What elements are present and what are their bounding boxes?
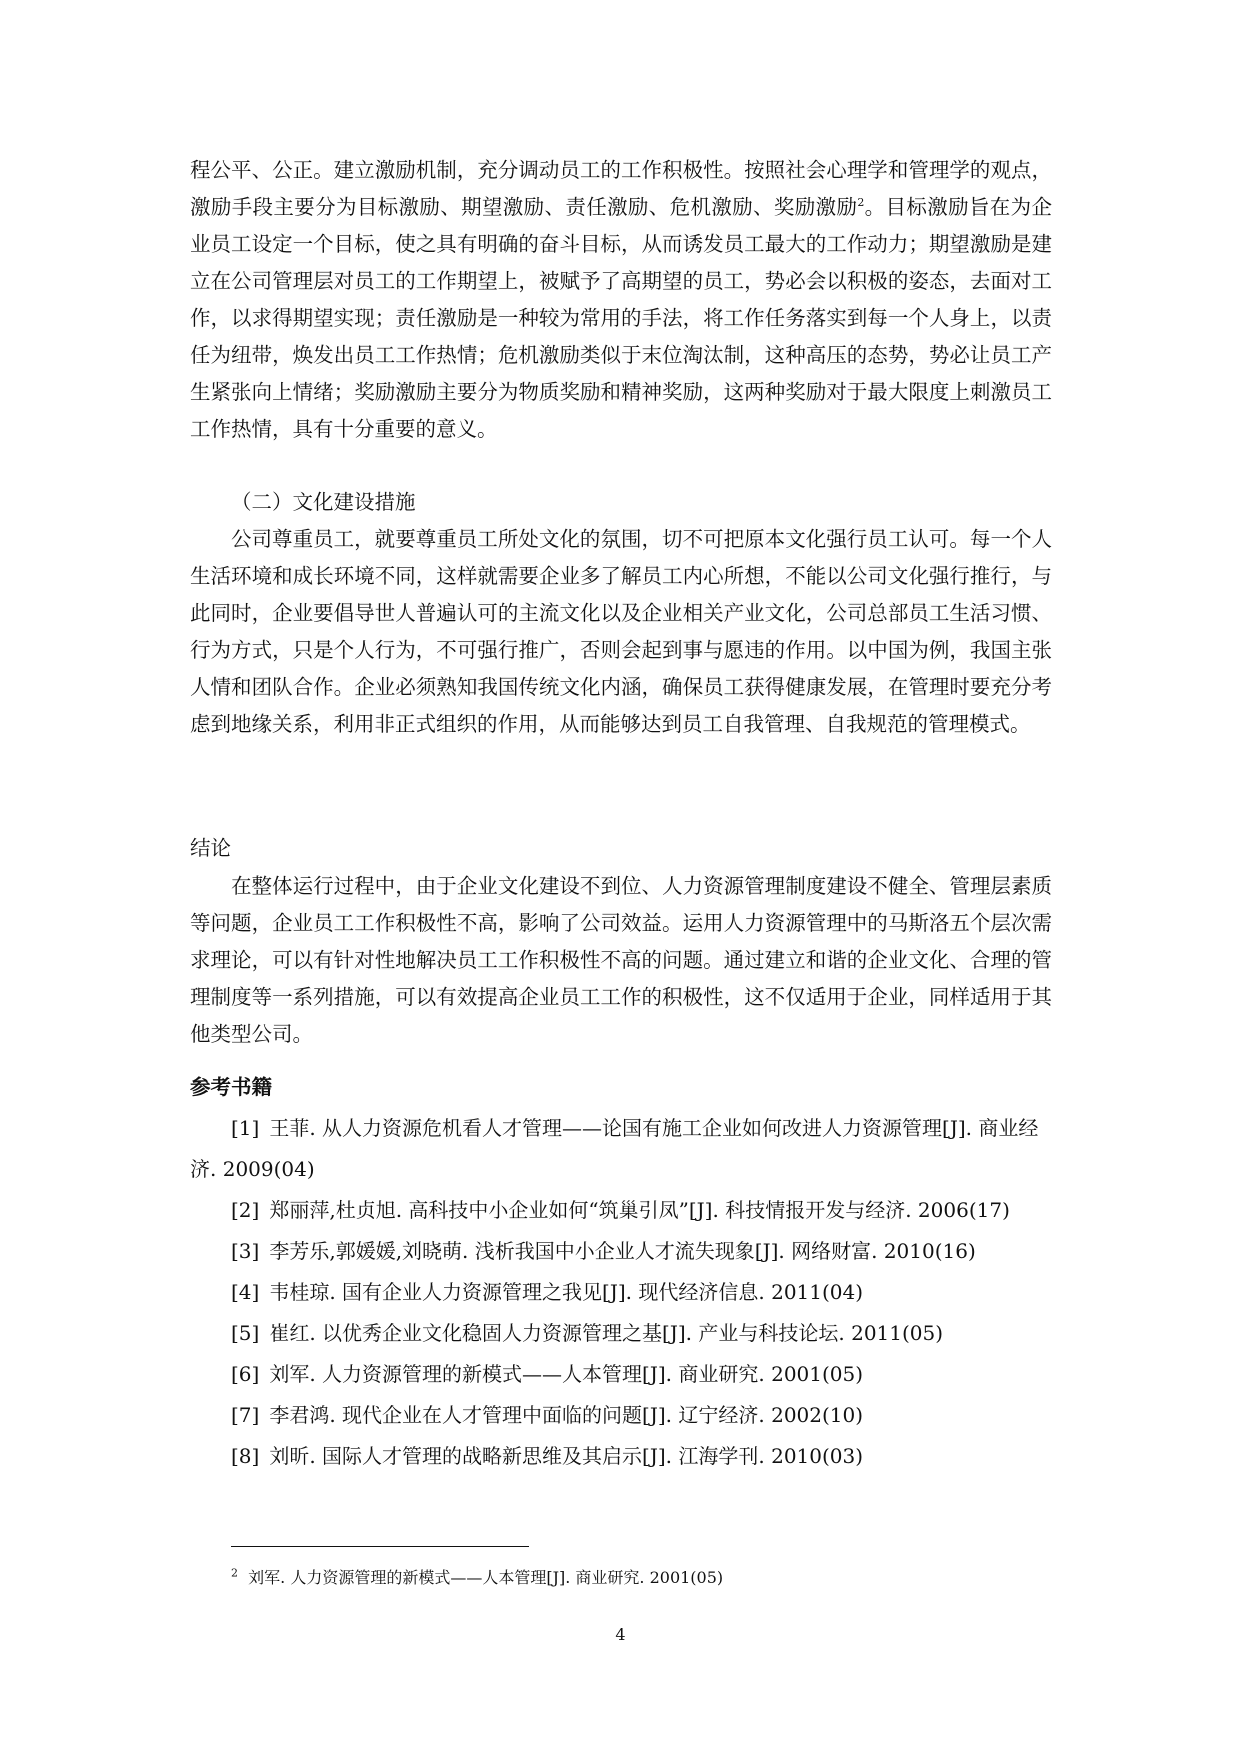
conclusion-paragraph bbox=[190, 868, 1052, 1053]
reference-item bbox=[190, 1436, 1052, 1477]
reference-item bbox=[190, 1231, 1052, 1272]
reference-number: [7] bbox=[231, 1403, 260, 1427]
footnote-reference[interactable]: 2 bbox=[857, 196, 865, 210]
reference-number: [4] bbox=[231, 1280, 260, 1304]
reference-number: [6] bbox=[231, 1362, 260, 1386]
reference-number: [3] bbox=[231, 1239, 260, 1263]
reference-text: 郑丽萍,杜贞旭. 高科技中小企业如何“筑巢引凤”[J]. 科技情报开发与经济. 2006(17) bbox=[269, 1198, 1010, 1222]
paragraph-text: 程公平、公正。建立激励机制，充分调动员工的工作积极性。按照社会心理学和管理学的观点，激励手段主要分为目标激励、期望激励、责任激励、危机激励、奖励激励 bbox=[190, 158, 1052, 219]
reference-text: 崔红. 以优秀企业文化稳固人力资源管理之基[J]. 产业与科技论坛. 2011(05) bbox=[269, 1321, 944, 1345]
footnote-text: 刘军. 人力资源管理的新模式——人本管理[J]. 商业研究. 2001(05) bbox=[248, 1568, 724, 1587]
reference-number: [5] bbox=[231, 1321, 260, 1345]
paragraph-text-tail: 。目标激励旨在为企业员工设定一个目标，使之具有明确的奋斗目标，从而诱发员工最大的工作动力；期望激励是建立在公司管理层对员工的工作期望上，被赋予了高期望的员工，势必会以积极的姿态，去面对工作，以求得期望实现；责任激励是一种较为常用的手法，将工作任务落实到每一个人身上，以责任为纽带，焕发出员工工作热情；危机激励类似于末位淘汰制，这种高压的态势，势必让员工产生紧张向上情绪；奖励激励主要分为物质奖励和精神奖励，这两种奖励对于最大限度上刺激员工工作热情，具有十分重要的意义。 bbox=[190, 195, 1053, 441]
reference-text: 韦桂琼. 国有企业人力资源管理之我见[J]. 现代经济信息. 2011(04) bbox=[269, 1280, 864, 1304]
body-text: 公司尊重员工，就要尊重员工所处文化的氛围，切不可把原本文化强行员工认可。每一个人生活环境和成长环境不同，这样就需要企业多了解员工内心所想，不能以公司文化强行推行，与此同时，企业要倡导世人普遍认可的主流文化以及企业相关产业文化，公司总部员工生活习惯、行为方式，只是个人行为，不可强行推广，否则会起到事与愿违的作用。以中国为例，我国主张人情和团队合作。企业必须熟知我国传统文化内涵，确保员工获得健康发展，在管理时要充分考虑到地缘关系，利用非正式组织的作用，从而能够达到员工自我管理、自我规范的管理模式。 bbox=[190, 527, 1052, 736]
reference-item bbox=[190, 1354, 1052, 1395]
reference-number: [8] bbox=[231, 1444, 260, 1468]
section-heading-culture: （二）文化建设措施 bbox=[231, 490, 416, 514]
reference-text: 李芳乐,郭媛媛,刘晓萌. 浅析我国中小企业人才流失现象[J]. 网络财富. 2010(16) bbox=[269, 1239, 976, 1263]
references-list bbox=[190, 1108, 1052, 1477]
references-heading: 参考书籍 bbox=[190, 1075, 272, 1099]
reference-text: 刘军. 人力资源管理的新模式——人本管理[J]. 商业研究. 2001(05) bbox=[269, 1362, 864, 1386]
footnote-mark: 2 bbox=[231, 1566, 238, 1580]
reference-item bbox=[190, 1313, 1052, 1354]
reference-text: 刘昕. 国际人才管理的战略新思维及其启示[J]. 江海学刊. 2010(03) bbox=[269, 1444, 864, 1468]
conclusion-heading: 结论 bbox=[190, 836, 231, 860]
footnote-divider bbox=[231, 1546, 529, 1547]
body-text bbox=[190, 152, 1052, 448]
incentive-paragraph bbox=[190, 152, 1052, 448]
page-number: 4 bbox=[615, 1625, 626, 1644]
reference-item bbox=[190, 1395, 1052, 1436]
reference-item bbox=[190, 1190, 1052, 1231]
culture-paragraph bbox=[190, 521, 1052, 743]
reference-text: 王菲. 从人力资源危机看人才管理——论国有施工企业如何改进人力资源管理[J]. 商业经济. 2009(04) bbox=[190, 1116, 1039, 1181]
reference-item bbox=[190, 1272, 1052, 1313]
reference-text: 李君鸿. 现代企业在人才管理中面临的问题[J]. 辽宁经济. 2002(10) bbox=[269, 1403, 864, 1427]
reference-number: [1] bbox=[231, 1116, 260, 1140]
body-text: 在整体运行过程中，由于企业文化建设不到位、人力资源管理制度建设不健全、管理层素质等问题，企业员工工作积极性不高，影响了公司效益。运用人力资源管理中的马斯洛五个层次需求理论，可以有针对性地解决员工工作积极性不高的问题。通过建立和谐的企业文化、合理的管理制度等一系列措施，可以有效提高企业员工工作的积极性，这不仅适用于企业，同样适用于其他类型公司。 bbox=[190, 874, 1052, 1046]
reference-number: [2] bbox=[231, 1198, 260, 1222]
reference-item bbox=[190, 1108, 1052, 1190]
footnote bbox=[231, 1566, 723, 1590]
